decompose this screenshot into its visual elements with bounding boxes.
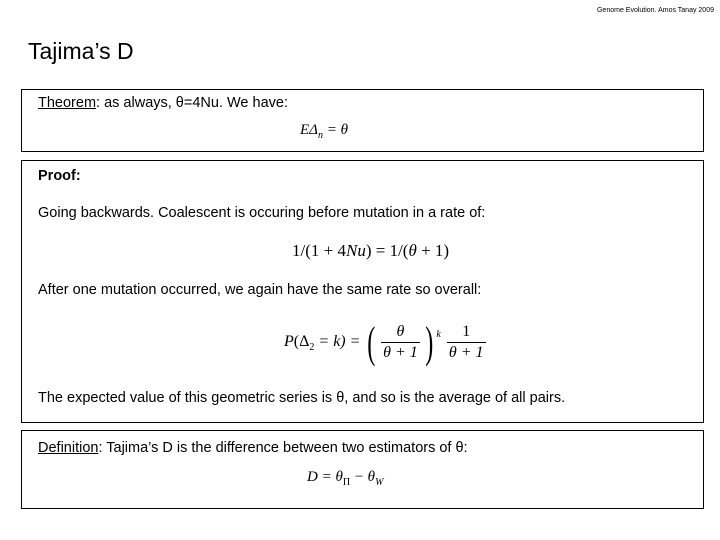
- eq2-fraction-2: [447, 322, 486, 363]
- eq2-frac2-num: 1: [447, 322, 486, 343]
- theorem-eq-sub: n: [317, 130, 323, 141]
- definition-statement: [38, 440, 468, 456]
- eq2-left-paren: (: [367, 318, 376, 367]
- proof-equation-1: [292, 241, 449, 261]
- def-eq-lhs: D = θ: [307, 469, 343, 485]
- theorem-box: [21, 89, 704, 152]
- eq2-eqk: = k) =: [314, 333, 361, 351]
- eq2-power: k: [436, 329, 441, 341]
- eq2-frac2-den: θ + 1: [448, 344, 484, 361]
- proof-equation-2: [284, 317, 488, 368]
- def-eq-sub2: W: [375, 477, 384, 488]
- eq1-end: + 1): [416, 241, 450, 260]
- def-eq-minus: − θ: [350, 469, 376, 485]
- eq1-left: 1/(1 + 4: [292, 241, 346, 260]
- header-credit: Genome Evolution. Amos Tanay 2009: [596, 7, 714, 14]
- eq2-sub: 2: [309, 342, 315, 354]
- proof-line-3: The expected value of this geometric series is θ, and so is the average of all pairs.: [38, 390, 566, 406]
- eq1-right: ) = 1/(: [365, 241, 409, 260]
- eq2-right-paren: ): [425, 318, 434, 367]
- eq2-open: (Δ: [293, 333, 310, 351]
- def-eq-sub1: Π: [342, 477, 351, 488]
- definition-equation: [307, 469, 383, 488]
- definition-label: Definition: [38, 440, 99, 456]
- eq2-fraction-1: [381, 322, 420, 363]
- eq1-mid: Nu: [345, 241, 366, 260]
- theorem-statement: [38, 95, 288, 111]
- eq2-prefix: P: [284, 333, 294, 351]
- proof-box: [21, 160, 704, 423]
- theorem-label: Theorem: [38, 95, 97, 111]
- definition-box: [21, 430, 704, 509]
- proof-line-1: Going backwards. Coalescent is occuring before mutation in a rate of:: [38, 205, 486, 221]
- eq2-frac1-num: θ: [381, 322, 420, 343]
- theorem-eq-lhs: EΔ: [300, 122, 318, 138]
- theorem-eq-rhs: = θ: [326, 122, 348, 138]
- eq1-theta: θ: [408, 241, 417, 260]
- definition-text: : Tajima’s D is the difference between two estimators of θ:: [98, 440, 468, 456]
- eq2-frac1-den: θ + 1: [383, 344, 418, 361]
- theorem-equation: [300, 122, 348, 141]
- theorem-text: : as always, θ=4Nu. We have:: [96, 95, 288, 111]
- proof-label: Proof:: [38, 168, 81, 184]
- proof-line-2: After one mutation occurred, we again have the same rate so overall:: [38, 282, 482, 298]
- slide-title: Tajima’s D: [28, 38, 134, 64]
